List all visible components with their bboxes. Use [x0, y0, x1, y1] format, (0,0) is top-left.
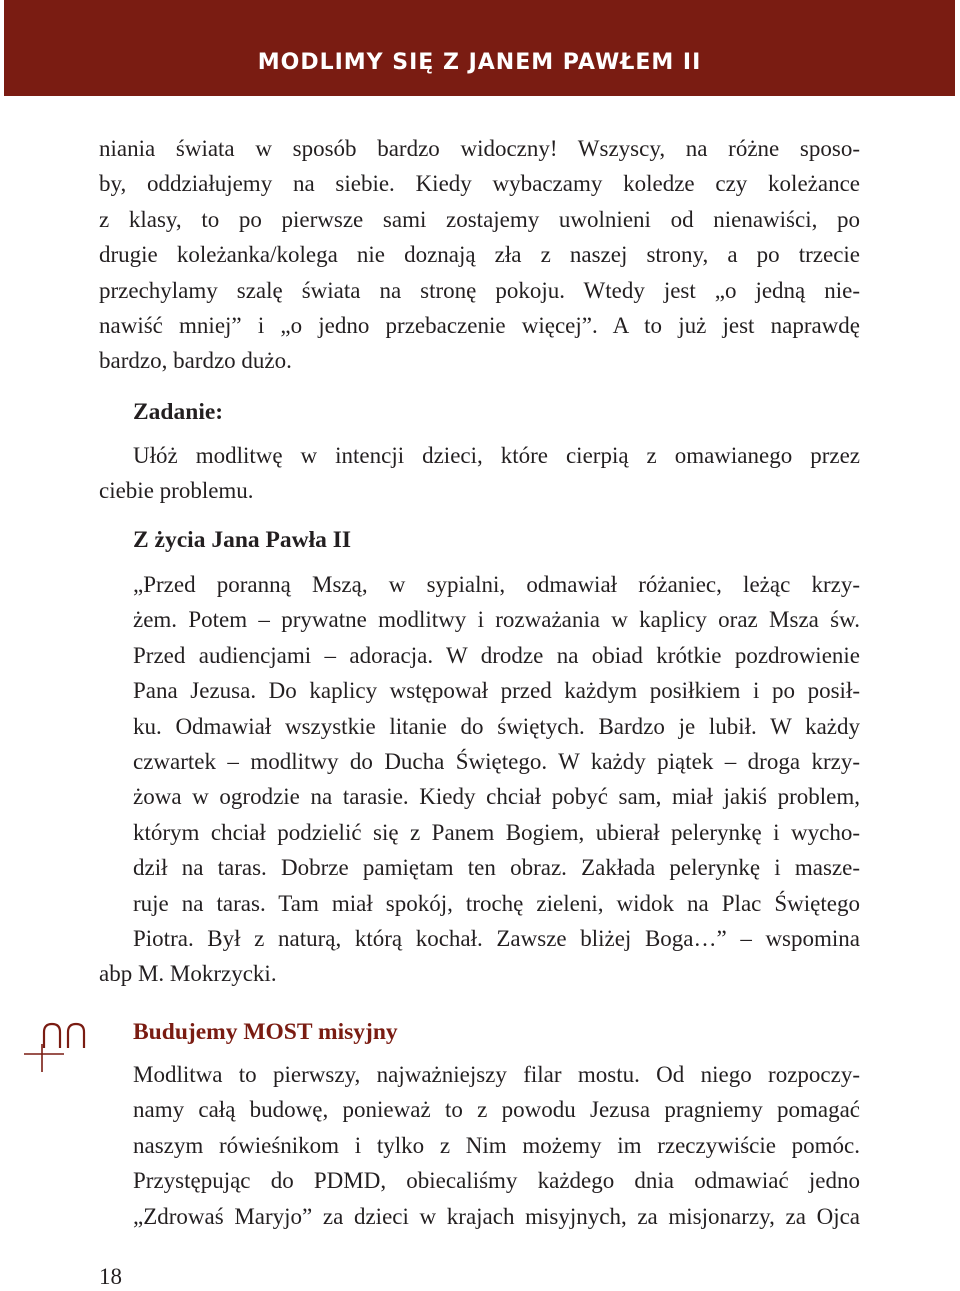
bridge-heading: Budujemy MOST misyjny — [133, 1019, 398, 1045]
text-line: Ułóż modlitwę w intencji dzieci, które cierpią z omawianego przez — [133, 443, 860, 468]
text-line: przechylamy szalę świata na stronę pokoju. Wtedy jest „o jedną nie- — [99, 277, 860, 303]
text-line: Piotra. Był z naturą, którą kochał. Zawsze bliżej Boga…” – wspomina — [133, 926, 860, 952]
task-paragraph — [99, 438, 860, 509]
text-line: ciebie problemu. — [99, 478, 254, 504]
text-line: dził na taras. Dobrze pamiętam ten obraz. Zakłada pelerynkę i masze- — [133, 855, 860, 881]
life-paragraph — [99, 567, 860, 992]
text-line: naszym rówieśnikom i tylko z Nim możemy im rzeczywiście pomóc. — [133, 1132, 860, 1158]
text-line: którym chciał podzielić się z Panem Bogiem, ubierał pelerynkę i wycho- — [133, 819, 860, 845]
text-line: żem. Potem – prywatne modlitwy i rozważania w kaplicy oraz Msza św. — [133, 607, 860, 633]
text-line: Przystępując do PDMD, obiecaliśmy każdego dnia odmawiać jedno — [133, 1168, 860, 1194]
text-line: drugie koleżanka/kolega nie doznają zła z naszej strony, a po trzecie — [99, 242, 860, 268]
text-line: niania świata w sposób bardzo widoczny! Wszyscy, na różne sposo- — [99, 136, 860, 161]
text-line: z klasy, to po pierwsze sami zostajemy uwolnieni od nienawiści, po — [99, 206, 860, 232]
text-line: by, oddziałujemy na siebie. Kiedy wybaczamy koledze czy koleżance — [99, 171, 860, 197]
text-line: „Przed poranną Mszą, w sypialni, odmawiał różaniec, leżąc krzy- — [133, 572, 860, 597]
text-line: ku. Odmawiał wszystkie litanie do świętych. Bardzo je lubił. W każdy — [133, 713, 860, 739]
text-line: namy całą budowę, ponieważ to z powodu Jezusa pragniemy pomagać — [133, 1097, 860, 1123]
page-number: 18 — [99, 1264, 122, 1289]
text-line: „Zdrowaś Maryjo” za dzieci w krajach misyjnych, za misjonarzy, za Ojca — [133, 1203, 860, 1229]
text-line: żowa w ogrodzie na tarasie. Kiedy chciał pobyć sam, miał jakiś problem, — [133, 784, 860, 810]
text-line: bardzo, bardzo dużo. — [99, 348, 292, 374]
life-heading: Z życia Jana Pawła II — [133, 527, 352, 553]
running-header-title: MODLIMY SIĘ Z JANEM PAWŁEM II — [257, 50, 702, 75]
header-band — [4, 0, 955, 96]
text-line: Pana Jezusa. Do kaplicy wstępował przed każdym posiłkiem i po posił- — [133, 678, 860, 704]
task-heading: Zadanie: — [133, 399, 224, 425]
text-line: ruje na taras. Tam miał spokój, trochę zieleni, widok na Plac Świętego — [133, 890, 860, 916]
text-line: czwartek – modlitwy do Ducha Świętego. W każdy piątek – droga krzy- — [133, 749, 860, 775]
text-line: Modlitwa to pierwszy, najważniejszy filar mostu. Od niego rozpoczy- — [133, 1062, 860, 1087]
bridge-paragraph — [99, 1057, 860, 1234]
text-line: Przed audiencjami – adoracja. W drodze na obiad krótkie pozdrowienie — [133, 642, 860, 668]
bridge-icon — [22, 1016, 86, 1072]
text-line: abp M. Mokrzycki. — [99, 961, 277, 987]
text-line: nawiść mniej” i „o jedno przebaczenie więcej”. A to już jest naprawdę — [99, 313, 860, 339]
intro-paragraph — [99, 131, 860, 379]
